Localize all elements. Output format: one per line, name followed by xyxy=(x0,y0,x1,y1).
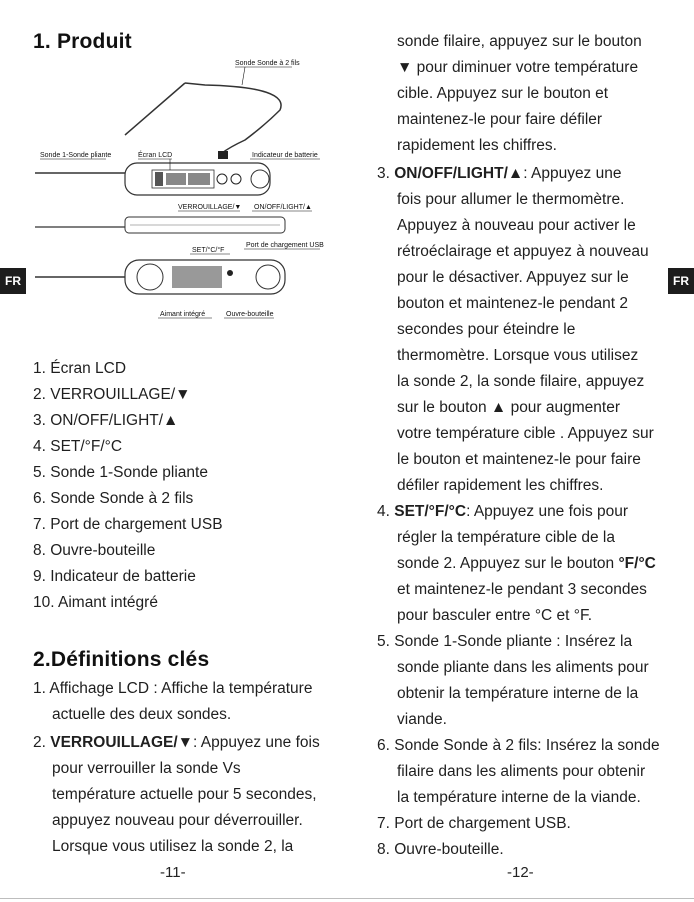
probe2-plug xyxy=(218,151,228,159)
definition-line: et maintenez-le pendant 3 secondes xyxy=(397,581,647,598)
definition-line: défiler rapidement les chiffres. xyxy=(397,477,604,494)
definition-line: bouton et maintenez-le pendant 2 xyxy=(397,295,628,312)
button-onoff xyxy=(231,174,241,184)
definition-line: Appuyez à nouveau pour activer le xyxy=(397,217,636,234)
back-label xyxy=(172,266,222,288)
list-item: 7. Port de chargement USB xyxy=(33,516,223,533)
definition-line: sonde filaire, appuyez sur le bouton xyxy=(397,33,642,50)
opener-hole xyxy=(256,265,280,289)
definition-line: actuelle des deux sondes. xyxy=(52,706,232,723)
definition-line: la sonde 2, la sonde filaire, appuyez xyxy=(397,373,645,390)
right-page xyxy=(347,0,694,902)
probe2-rod xyxy=(125,83,185,135)
def-number: 4. xyxy=(377,503,395,520)
definition-line: pour basculer entre °C et °F. xyxy=(397,607,593,624)
definition-line: cible. Appuyez sur le bouton et xyxy=(397,85,609,102)
bottom-rule xyxy=(0,898,694,899)
product-diagram xyxy=(30,55,330,335)
definition-line: sonde pliante dans les aliments pour xyxy=(397,659,649,676)
button-lock xyxy=(217,174,227,184)
diagram-label-lcd: Écran LCD xyxy=(138,152,173,159)
definition-line: Lorsque vous utilisez la sonde 2, la xyxy=(52,838,294,855)
page-number-right: -12- xyxy=(507,864,534,881)
list-item: 9. Indicateur de batterie xyxy=(33,568,196,585)
definition-line: thermomètre. Lorsque vous utilisez xyxy=(397,347,639,364)
def-key: SET/°F/°C xyxy=(394,503,467,520)
definition-line: 6. Sonde Sonde à 2 fils: Insérez la sonde xyxy=(377,737,660,754)
definition-line: 7. Port de chargement USB. xyxy=(377,815,571,832)
def-text: sonde 2. Appuyez sur le bouton xyxy=(397,555,619,572)
definition-line: ▼ pour diminuer votre température xyxy=(397,59,639,76)
page-number-left: -11- xyxy=(160,864,186,881)
definition-line: viande. xyxy=(397,711,447,728)
probe2-wire xyxy=(185,83,281,153)
definition-line: secondes pour éteindre le xyxy=(397,321,576,338)
def-number: 2. xyxy=(33,734,51,751)
list-item: 10. Aimant intégré xyxy=(33,594,158,611)
definition-line xyxy=(377,502,628,522)
definition-line xyxy=(377,164,621,184)
definition-line: pour verrouiller la sonde Vs xyxy=(52,760,241,777)
list-item: 2. VERROUILLAGE/▼ xyxy=(33,386,191,403)
list-item: 8. Ouvre-bouteille xyxy=(33,542,156,559)
list-item: 5. Sonde 1-Sonde pliante xyxy=(33,464,208,481)
definition-line xyxy=(397,554,656,574)
definition-line: la température interne de la viande. xyxy=(397,789,641,806)
definition-line: rapidement les chiffres. xyxy=(397,137,557,154)
body-hole xyxy=(251,170,269,188)
diagram-label-opener: Ouvre-bouteille xyxy=(226,311,274,318)
diagram-label-magnet: Aimant intégré xyxy=(160,311,206,318)
def-text: : Appuyez une fois pour xyxy=(466,503,629,520)
definition-line: sur le bouton ▲ pour augmenter xyxy=(397,399,621,416)
diagram-label-onoff: ON/OFF/LIGHT/▲ xyxy=(254,204,312,211)
definition-line: filaire dans les aliments pour obtenir xyxy=(397,763,646,780)
language-tab-left: FR xyxy=(0,268,26,294)
def-text: : Appuyez une fois xyxy=(193,734,320,751)
definition-line: 5. Sonde 1-Sonde pliante : Insérez la xyxy=(377,633,633,650)
diagram-label-usb: Port de chargement USB xyxy=(246,242,324,249)
definition-line: fois pour allumer le thermomètre. xyxy=(397,191,625,208)
definitions-heading: 2.Définitions clés xyxy=(33,648,210,671)
diagram-label-lock: VERROUILLAGE/▼ xyxy=(178,204,242,211)
definition-line: 1. Affichage LCD : Affiche la température xyxy=(33,680,313,697)
definition-line: le bouton et maintenez-le pour faire xyxy=(397,451,641,468)
def-key: °F/°C xyxy=(618,555,656,572)
def-text: : Appuyez une xyxy=(523,165,622,182)
definition-line: obtenir la température interne de la xyxy=(397,685,639,702)
product-heading: 1. Produit xyxy=(33,30,132,53)
def-key: ON/OFF/LIGHT/▲ xyxy=(394,165,524,182)
list-item: 4. SET/°F/°C xyxy=(33,438,123,455)
definition-line: pour le désactiver. Appuyez sur le xyxy=(397,269,629,286)
diagram-label-probe1: Sonde 1-Sonde pliante xyxy=(40,152,112,159)
definition-line: 8. Ouvre-bouteille. xyxy=(377,841,504,858)
diagram-label-set: SET/°C/°F xyxy=(192,247,225,254)
language-tab-right: FR xyxy=(668,268,694,294)
def-number: 3. xyxy=(377,165,395,182)
diagram-label-battery: Indicateur de batterie xyxy=(252,152,318,159)
definition-line: appuyez nouveau pour déverrouiller. xyxy=(52,812,303,829)
definition-line: maintenez-le pour faire défiler xyxy=(397,111,603,128)
list-item: 1. Écran LCD xyxy=(33,360,127,377)
def-key: VERROUILLAGE/▼ xyxy=(50,734,194,751)
list-item: 6. Sonde Sonde à 2 fils xyxy=(33,490,194,507)
definition-line: régler la température cible de la xyxy=(397,529,615,546)
list-item: 3. ON/OFF/LIGHT/▲ xyxy=(33,412,179,429)
magnet-disk xyxy=(137,264,163,290)
diagram-label-probe2: Sonde Sonde à 2 fils xyxy=(235,60,300,67)
definition-line xyxy=(33,733,320,753)
definition-line: votre température cible . Appuyez sur xyxy=(397,425,654,442)
definition-line: rétroéclairage et appuyez à nouveau xyxy=(397,243,649,260)
definition-line: température actuelle pour 5 secondes, xyxy=(52,786,317,803)
